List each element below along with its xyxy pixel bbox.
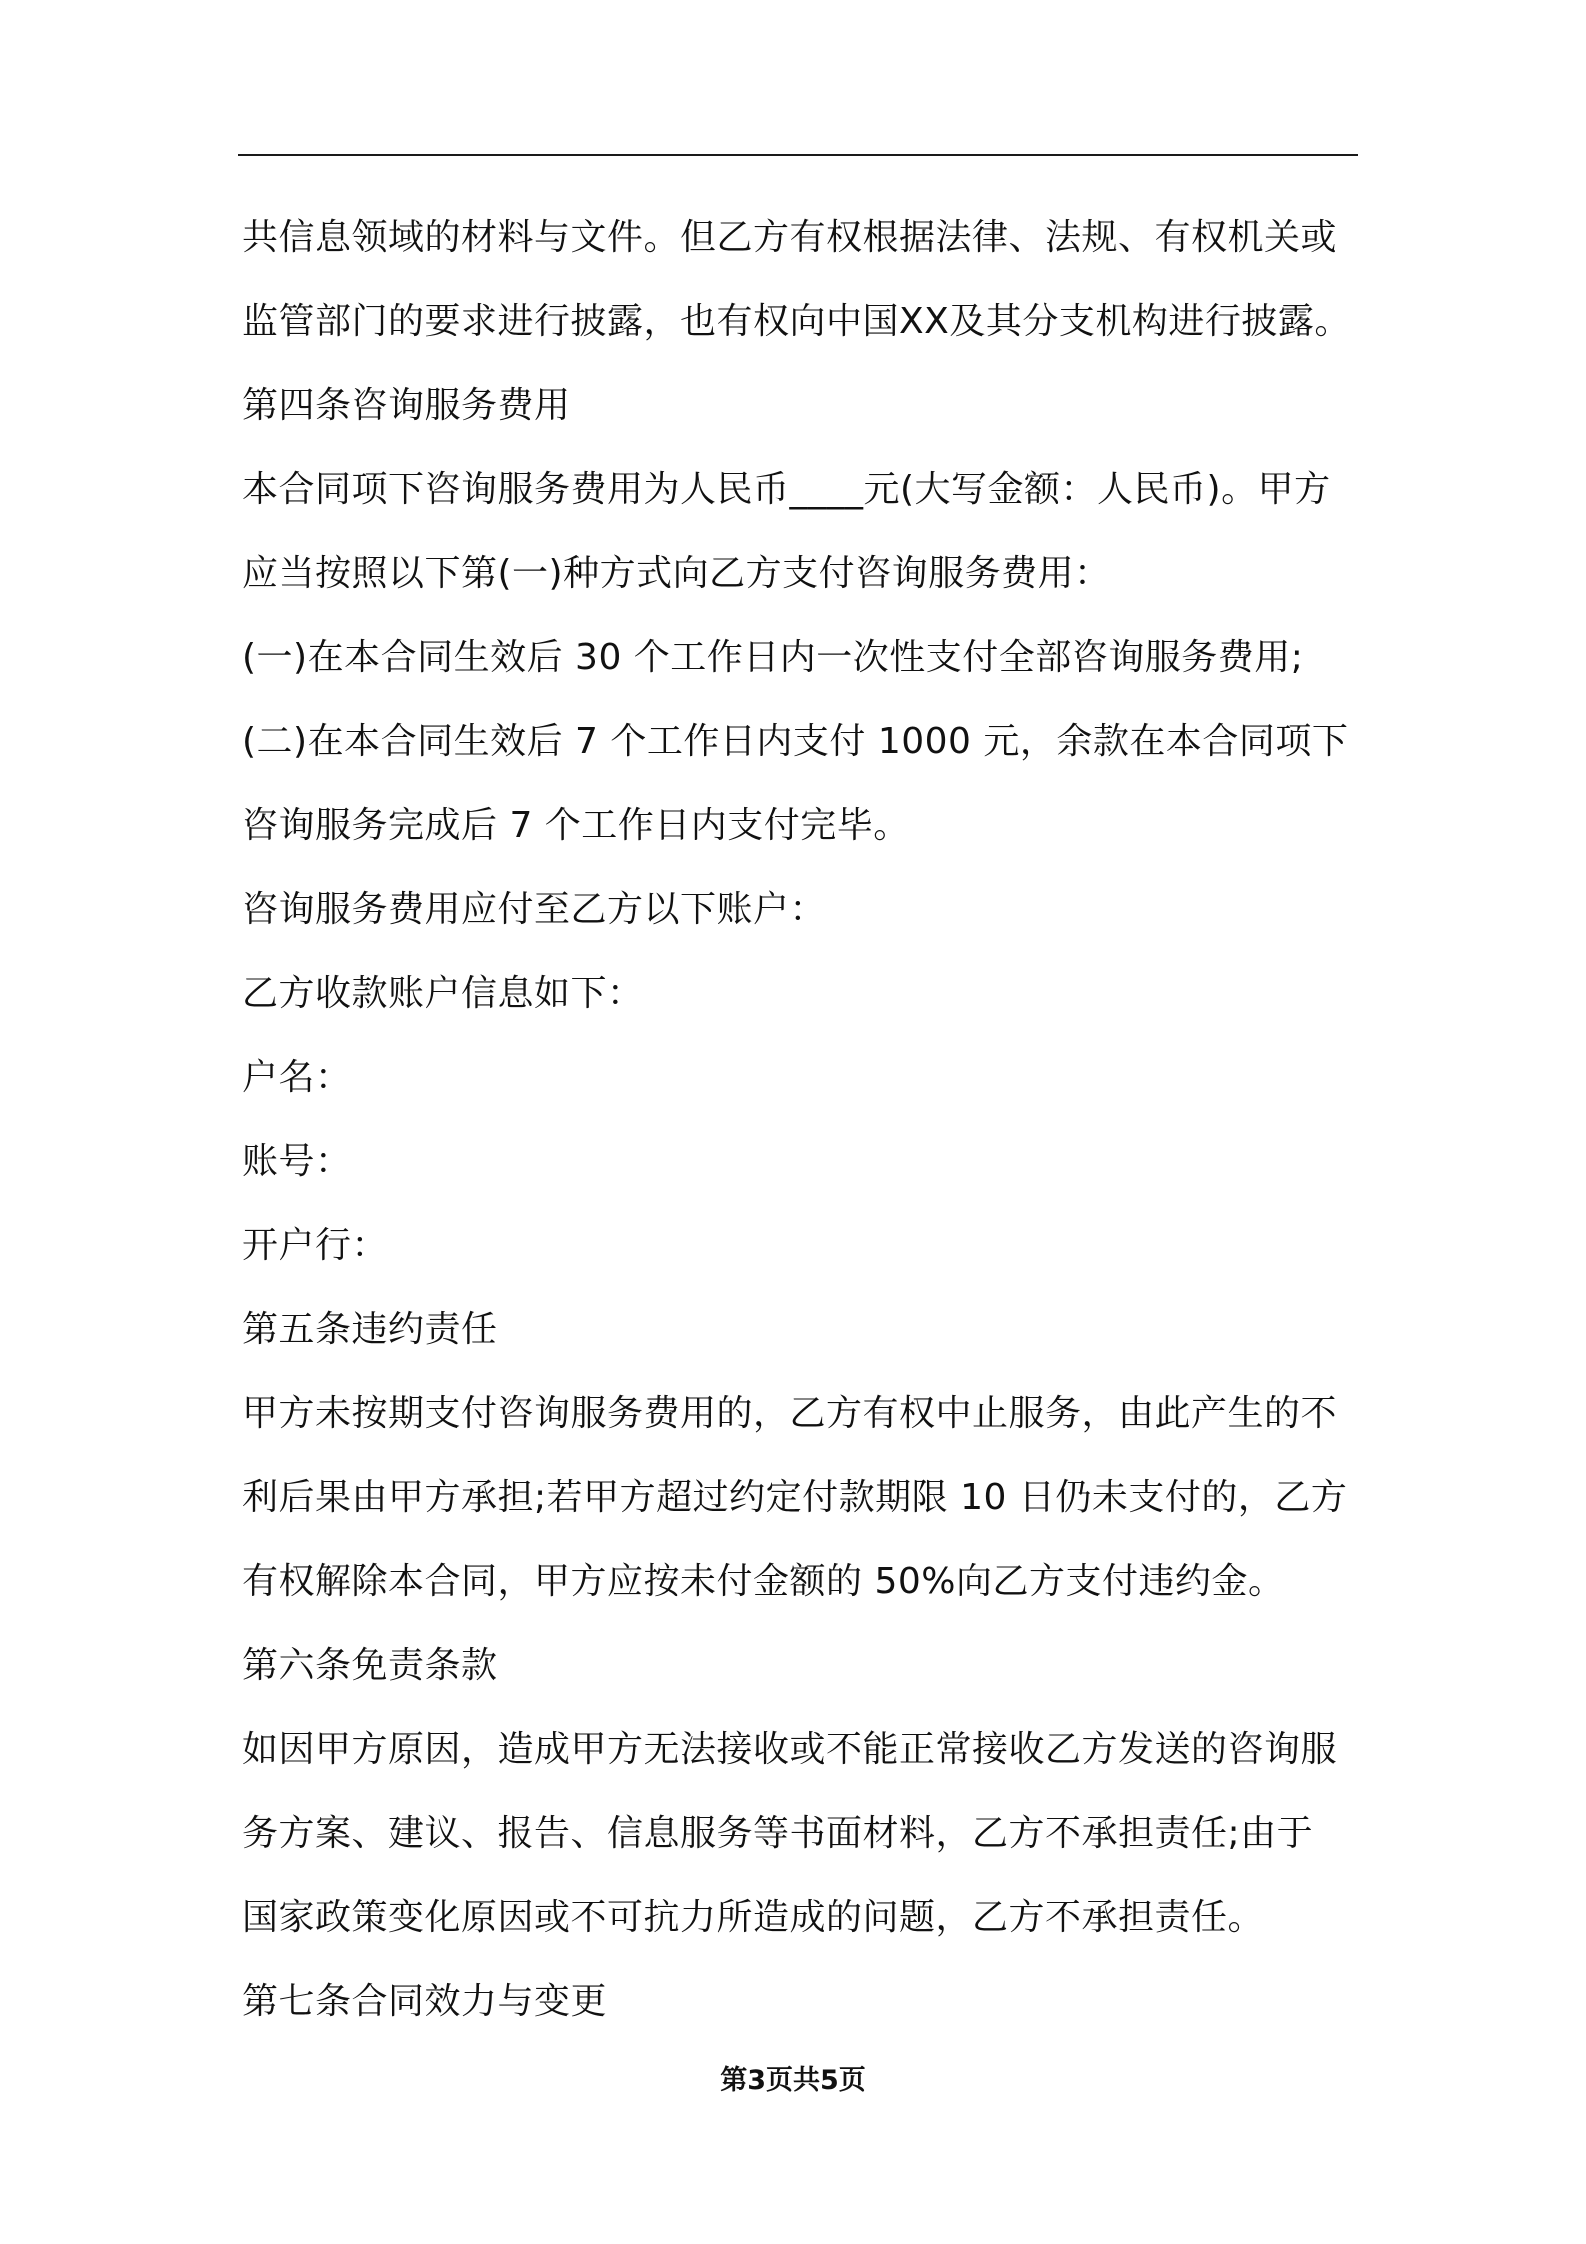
body-line: 本合同项下咨询服务费用为人民币____元(大写金额：人民币)。甲方 bbox=[242, 469, 1331, 510]
body-line: 甲方未按期支付咨询服务费用的，乙方有权中止服务，由此产生的不 bbox=[242, 1393, 1338, 1434]
body-line: 共信息领域的材料与文件。但乙方有权根据法律、法规、有权机关或 bbox=[242, 217, 1338, 258]
body-line: 如因甲方原因，造成甲方无法接收或不能正常接收乙方发送的咨询服 bbox=[242, 1729, 1338, 1770]
section-heading-article-4: 第四条咨询服务费用 bbox=[242, 385, 571, 426]
body-line: 咨询服务费用应付至乙方以下账户： bbox=[242, 889, 827, 930]
payment-option-1: (一)在本合同生效后 30 个工作日内一次性支付全部咨询服务费用; bbox=[242, 637, 1304, 678]
body-line: 务方案、建议、报告、信息服务等书面材料，乙方不承担责任;由于 bbox=[242, 1813, 1314, 1854]
body-line: 国家政策变化原因或不可抗力所造成的问题，乙方不承担责任。 bbox=[242, 1897, 1265, 1938]
section-heading-article-5: 第五条违约责任 bbox=[242, 1309, 498, 1350]
body-line: 咨询服务完成后 7 个工作日内支付完毕。 bbox=[242, 805, 910, 846]
body-line: 应当按照以下第(一)种方式向乙方支付咨询服务费用： bbox=[242, 553, 1111, 594]
section-heading-article-6: 第六条免责条款 bbox=[242, 1645, 498, 1686]
body-line: 监管部门的要求进行披露，也有权向中国XX及其分支机构进行披露。 bbox=[242, 301, 1351, 342]
account-name-label: 户名： bbox=[242, 1057, 352, 1098]
payment-option-2: (二)在本合同生效后 7 个工作日内支付 1000 元，余款在本合同项下 bbox=[242, 721, 1349, 762]
section-heading-article-7: 第七条合同效力与变更 bbox=[242, 1981, 608, 2022]
body-line: 利后果由甲方承担;若甲方超过约定付款期限 10 日仍未支付的，乙方 bbox=[242, 1477, 1348, 1518]
account-number-label: 账号： bbox=[242, 1141, 352, 1182]
body-line: 有权解除本合同，甲方应按未付金额的 50%向乙方支付违约金。 bbox=[242, 1561, 1285, 1602]
header-rule bbox=[238, 154, 1358, 156]
page-number-footer: 第3页共5页 bbox=[720, 2065, 866, 2096]
document-body bbox=[242, 196, 1362, 2044]
account-bank-label: 开户行： bbox=[242, 1225, 389, 1266]
account-info-label: 乙方收款账户信息如下： bbox=[242, 973, 644, 1014]
